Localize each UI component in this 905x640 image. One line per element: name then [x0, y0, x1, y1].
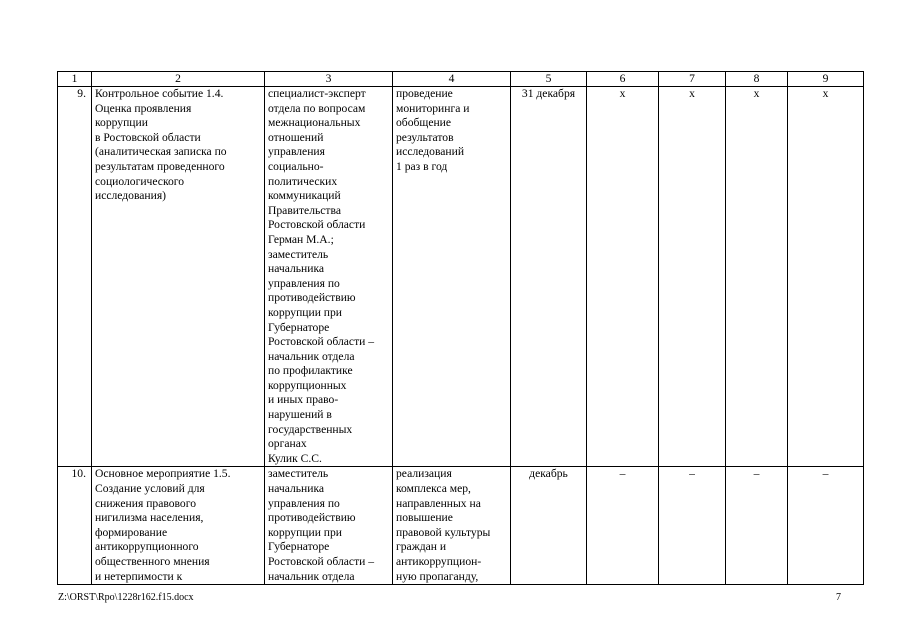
table-row [58, 87, 864, 467]
event-cell: Контрольное событие 1.4. Оценка проявления коррупции в Ростовской области (аналитическая записка по результатам проведенного социологического исследования) [92, 87, 265, 467]
value-cell: х [659, 87, 726, 467]
deadline-cell: 31 декабря [511, 87, 587, 467]
value-cell: – [659, 467, 726, 585]
column-header: 5 [511, 72, 587, 87]
responsible-cell: специалист-эксперт отдела по вопросам межнациональных отношений управления социально- политических коммуникаций Правительства Ростовской области Герман М.А.; заместитель начальника управления по противодействию коррупции при Губернаторе Ростовской области – начальник отдела по профилактике коррупционных и иных право- нарушений в государственных органах Кулик С.С. [265, 87, 393, 467]
responsible-cell: заместитель начальника управления по противодействию коррупции при Губернаторе Ростовской области – начальник отдела [265, 467, 393, 585]
file-path: Z:\ORST\Rpo\1228r162.f15.docx [58, 592, 194, 603]
column-header: 9 [788, 72, 864, 87]
column-header: 6 [587, 72, 659, 87]
result-cell: проведение мониторинга и обобщение результатов исследований 1 раз в год [393, 87, 511, 467]
row-number: 10. [58, 467, 92, 585]
page-number: 7 [836, 592, 841, 603]
result-cell: реализация комплекса мер, направленных на повышение правовой культуры граждан и антикоррупцион- ную пропаганду, [393, 467, 511, 585]
row-number: 9. [58, 87, 92, 467]
column-header: 3 [265, 72, 393, 87]
column-header: 7 [659, 72, 726, 87]
event-cell: Основное мероприятие 1.5. Создание условий для снижения правового нигилизма населения, формирование антикоррупционного общественного мнения и нетерпимости к [92, 467, 265, 585]
value-cell: – [788, 467, 864, 585]
column-header: 8 [726, 72, 788, 87]
plan-table [57, 71, 864, 585]
table-row [58, 467, 864, 585]
deadline-cell: декабрь [511, 467, 587, 585]
value-cell: – [726, 467, 788, 585]
column-header: 2 [92, 72, 265, 87]
value-cell: – [587, 467, 659, 585]
table-header-row [58, 72, 864, 87]
value-cell: х [788, 87, 864, 467]
value-cell: х [726, 87, 788, 467]
value-cell: х [587, 87, 659, 467]
column-header: 1 [58, 72, 92, 87]
column-header: 4 [393, 72, 511, 87]
